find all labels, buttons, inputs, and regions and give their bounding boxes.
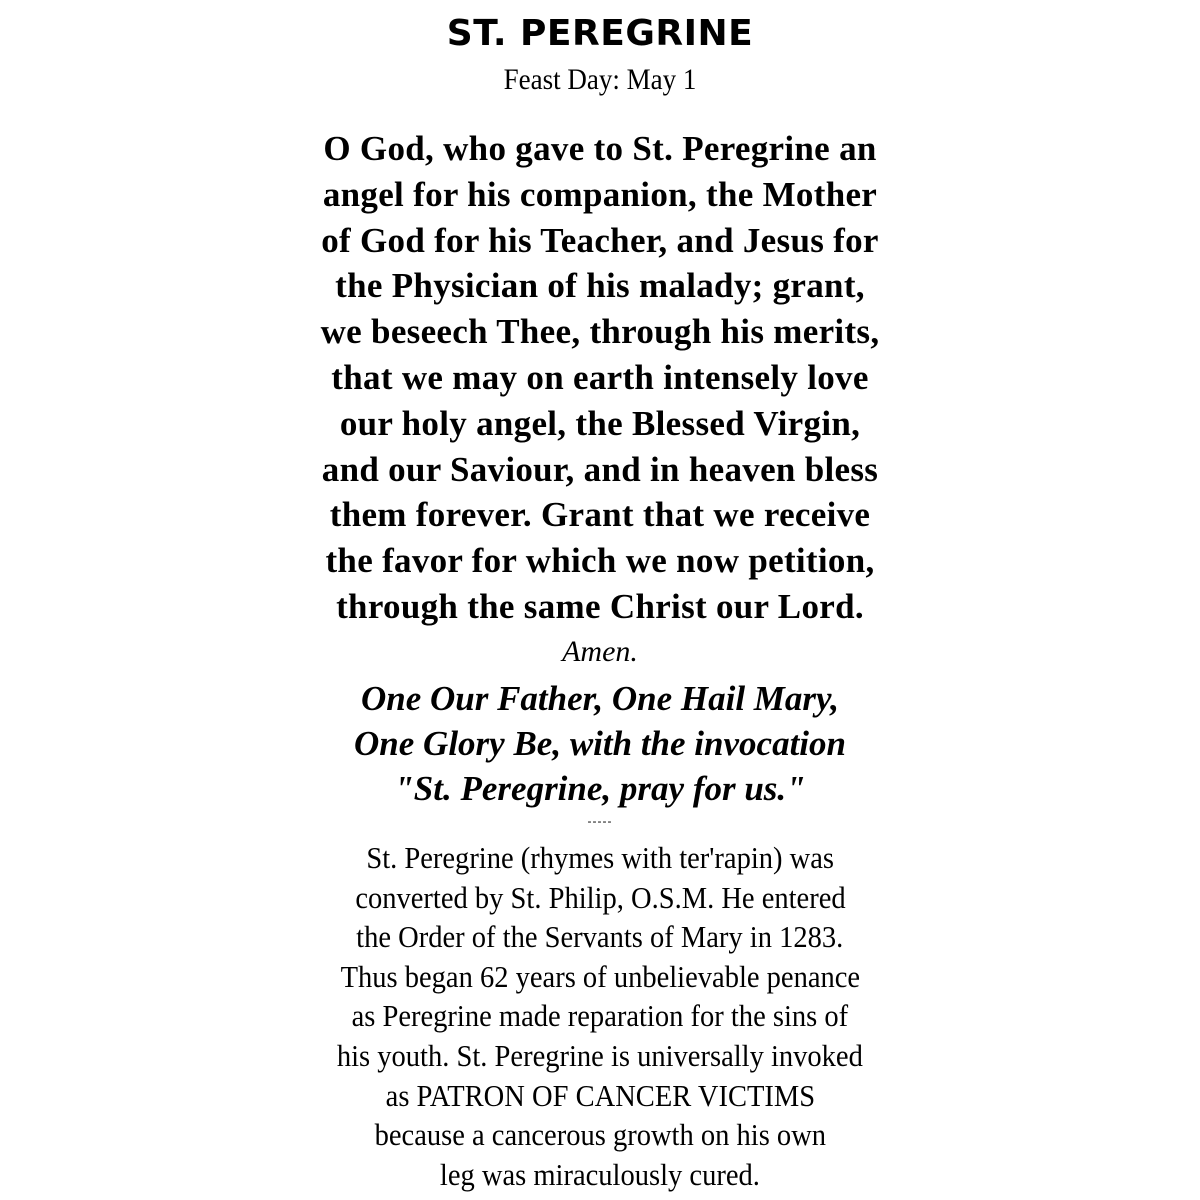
invocation-line: One Our Father, One Hail Mary, — [360, 679, 840, 718]
invocation-line: "St. Peregrine, pray for us." — [394, 769, 806, 808]
invocation-text — [0, 676, 1200, 811]
prayer-line: angel for his companion, the Mother — [322, 174, 878, 214]
prayer-line: them forever. Grant that we receive — [329, 495, 871, 535]
prayer-line: our holy angel, the Blessed Virgin, — [339, 403, 861, 443]
biography-text — [0, 838, 1200, 1194]
prayer-text — [0, 126, 1200, 630]
prayer-line: through the same Christ our Lord. — [336, 586, 864, 626]
prayer-line: the Physician of his malady; grant, — [335, 266, 865, 306]
prayer-line: the favor for which we now petition, — [325, 541, 875, 581]
prayer-line: O God, who gave to St. Peregrine an — [323, 129, 877, 168]
bio-line: his youth. St. Peregrine is universally invoked — [337, 1037, 863, 1073]
bio-line: converted by St. Philip, O.S.M. He entered — [354, 879, 846, 915]
bio-line: the Order of the Servants of Mary in 1283. — [356, 919, 844, 955]
feast-day: Feast Day: May 1 — [503, 63, 697, 96]
bio-line: as PATRON OF CANCER VICTIMS — [385, 1077, 815, 1113]
bio-line: as Peregrine made reparation for the sins of — [351, 998, 849, 1034]
bio-line: St. Peregrine (rhymes with ter'rapin) was — [366, 840, 834, 875]
bio-line: leg was miraculously cured. — [440, 1156, 760, 1192]
divider: ----- — [587, 814, 613, 828]
bio-line: because a cancerous growth on his own — [374, 1117, 826, 1153]
bio-line: Thus began 62 years of unbelievable penance — [340, 958, 860, 994]
card-title: ST. PEREGRINE — [446, 13, 754, 54]
amen: Amen. — [562, 635, 638, 668]
prayer-line: of God for his Teacher, and Jesus for — [321, 220, 879, 260]
prayer-line: and our Saviour, and in heaven bless — [321, 449, 879, 489]
prayer-line: that we may on earth intensely love — [331, 357, 869, 397]
prayer-line: we beseech Thee, through his merits, — [320, 312, 880, 352]
invocation-line: One Glory Be, with the invocation — [354, 724, 846, 763]
